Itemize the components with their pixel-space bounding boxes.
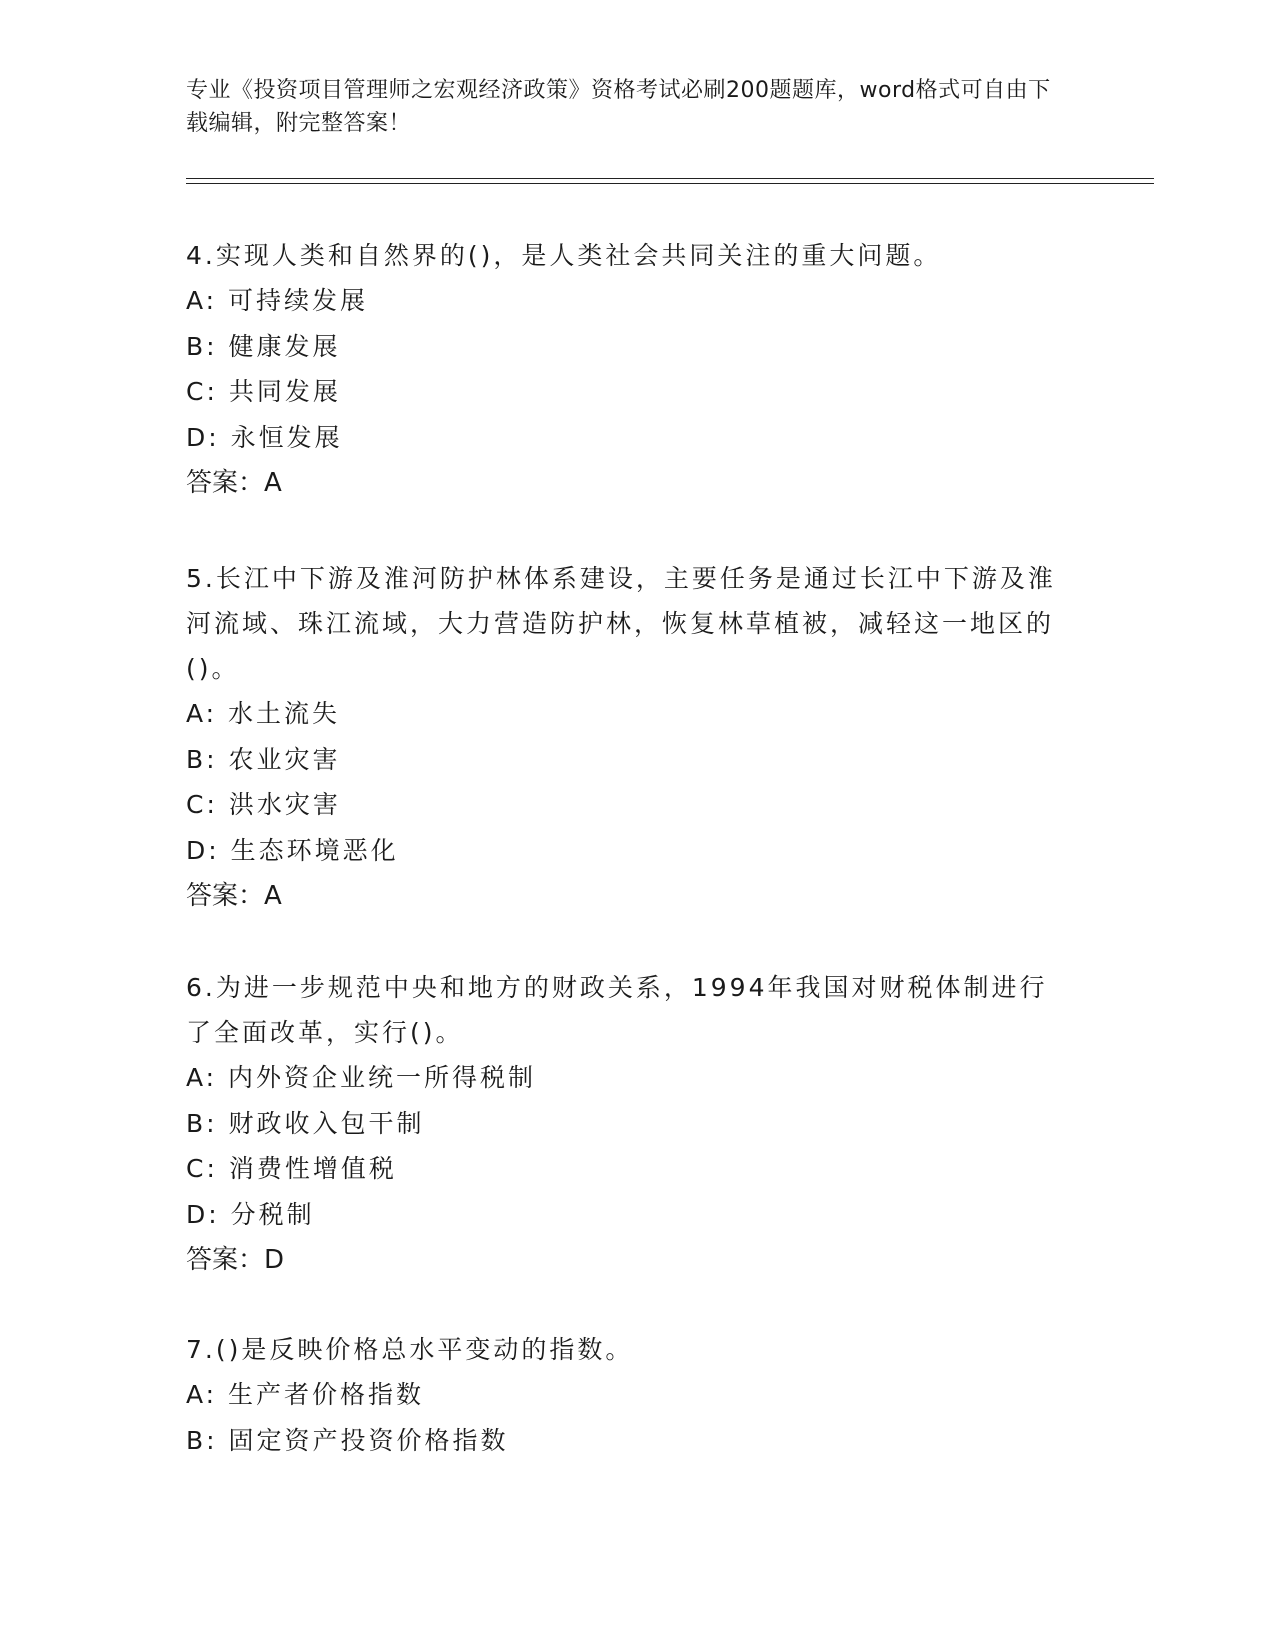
question-4 (186, 233, 1066, 506)
header-rule-bottom (186, 183, 1154, 184)
option-b: B: 农业灾害 (186, 744, 341, 774)
option-c: C: 共同发展 (186, 377, 341, 406)
answer: 答案：A (186, 468, 282, 498)
option-a: A: 生产者价格指数 (186, 1380, 425, 1409)
question-7 (186, 1327, 1066, 1463)
option-b: B: 健康发展 (186, 331, 341, 361)
option-a: A: 内外资企业统一所得税制 (186, 1063, 537, 1092)
answer: 答案：A (186, 881, 282, 911)
question-6 (186, 965, 1066, 1283)
option-c: C: 洪水灾害 (186, 790, 341, 819)
question-5 (186, 556, 1066, 919)
option-a: A: 水土流失 (186, 699, 341, 728)
option-b: B: 财政收入包干制 (186, 1108, 425, 1138)
question-stem: 7.()是反映价格总水平变动的指数。 (186, 1335, 634, 1364)
header-text: 专业《投资项目管理师之宏观经济政策》资格考试必刷200题题库，word格式可自由下载编辑，附完整答案！ (186, 78, 1051, 136)
question-stem: 5.长江中下游及淮河防护林体系建设，主要任务是通过长江中下游及淮河流域、珠江流域，大力营造防护林，恢复林草植被，减轻这一地区的()。 (186, 564, 1056, 683)
question-stem: 4.实现人类和自然界的()，是人类社会共同关注的重大问题。 (186, 241, 942, 270)
option-d: D: 分税制 (186, 1199, 315, 1229)
answer: 答案：D (186, 1245, 285, 1275)
option-d: D: 生态环境恶化 (186, 835, 399, 865)
question-stem: 6.为进一步规范中央和地方的财政关系，1994年我国对财税体制进行了全面改革，实行()。 (186, 973, 1048, 1047)
document-header (186, 74, 1066, 140)
option-c: C: 消费性增值税 (186, 1154, 397, 1183)
header-rule-top (186, 178, 1154, 179)
option-b: B: 固定资产投资价格指数 (186, 1425, 509, 1455)
option-d: D: 永恒发展 (186, 422, 343, 452)
option-a: A: 可持续发展 (186, 286, 369, 315)
